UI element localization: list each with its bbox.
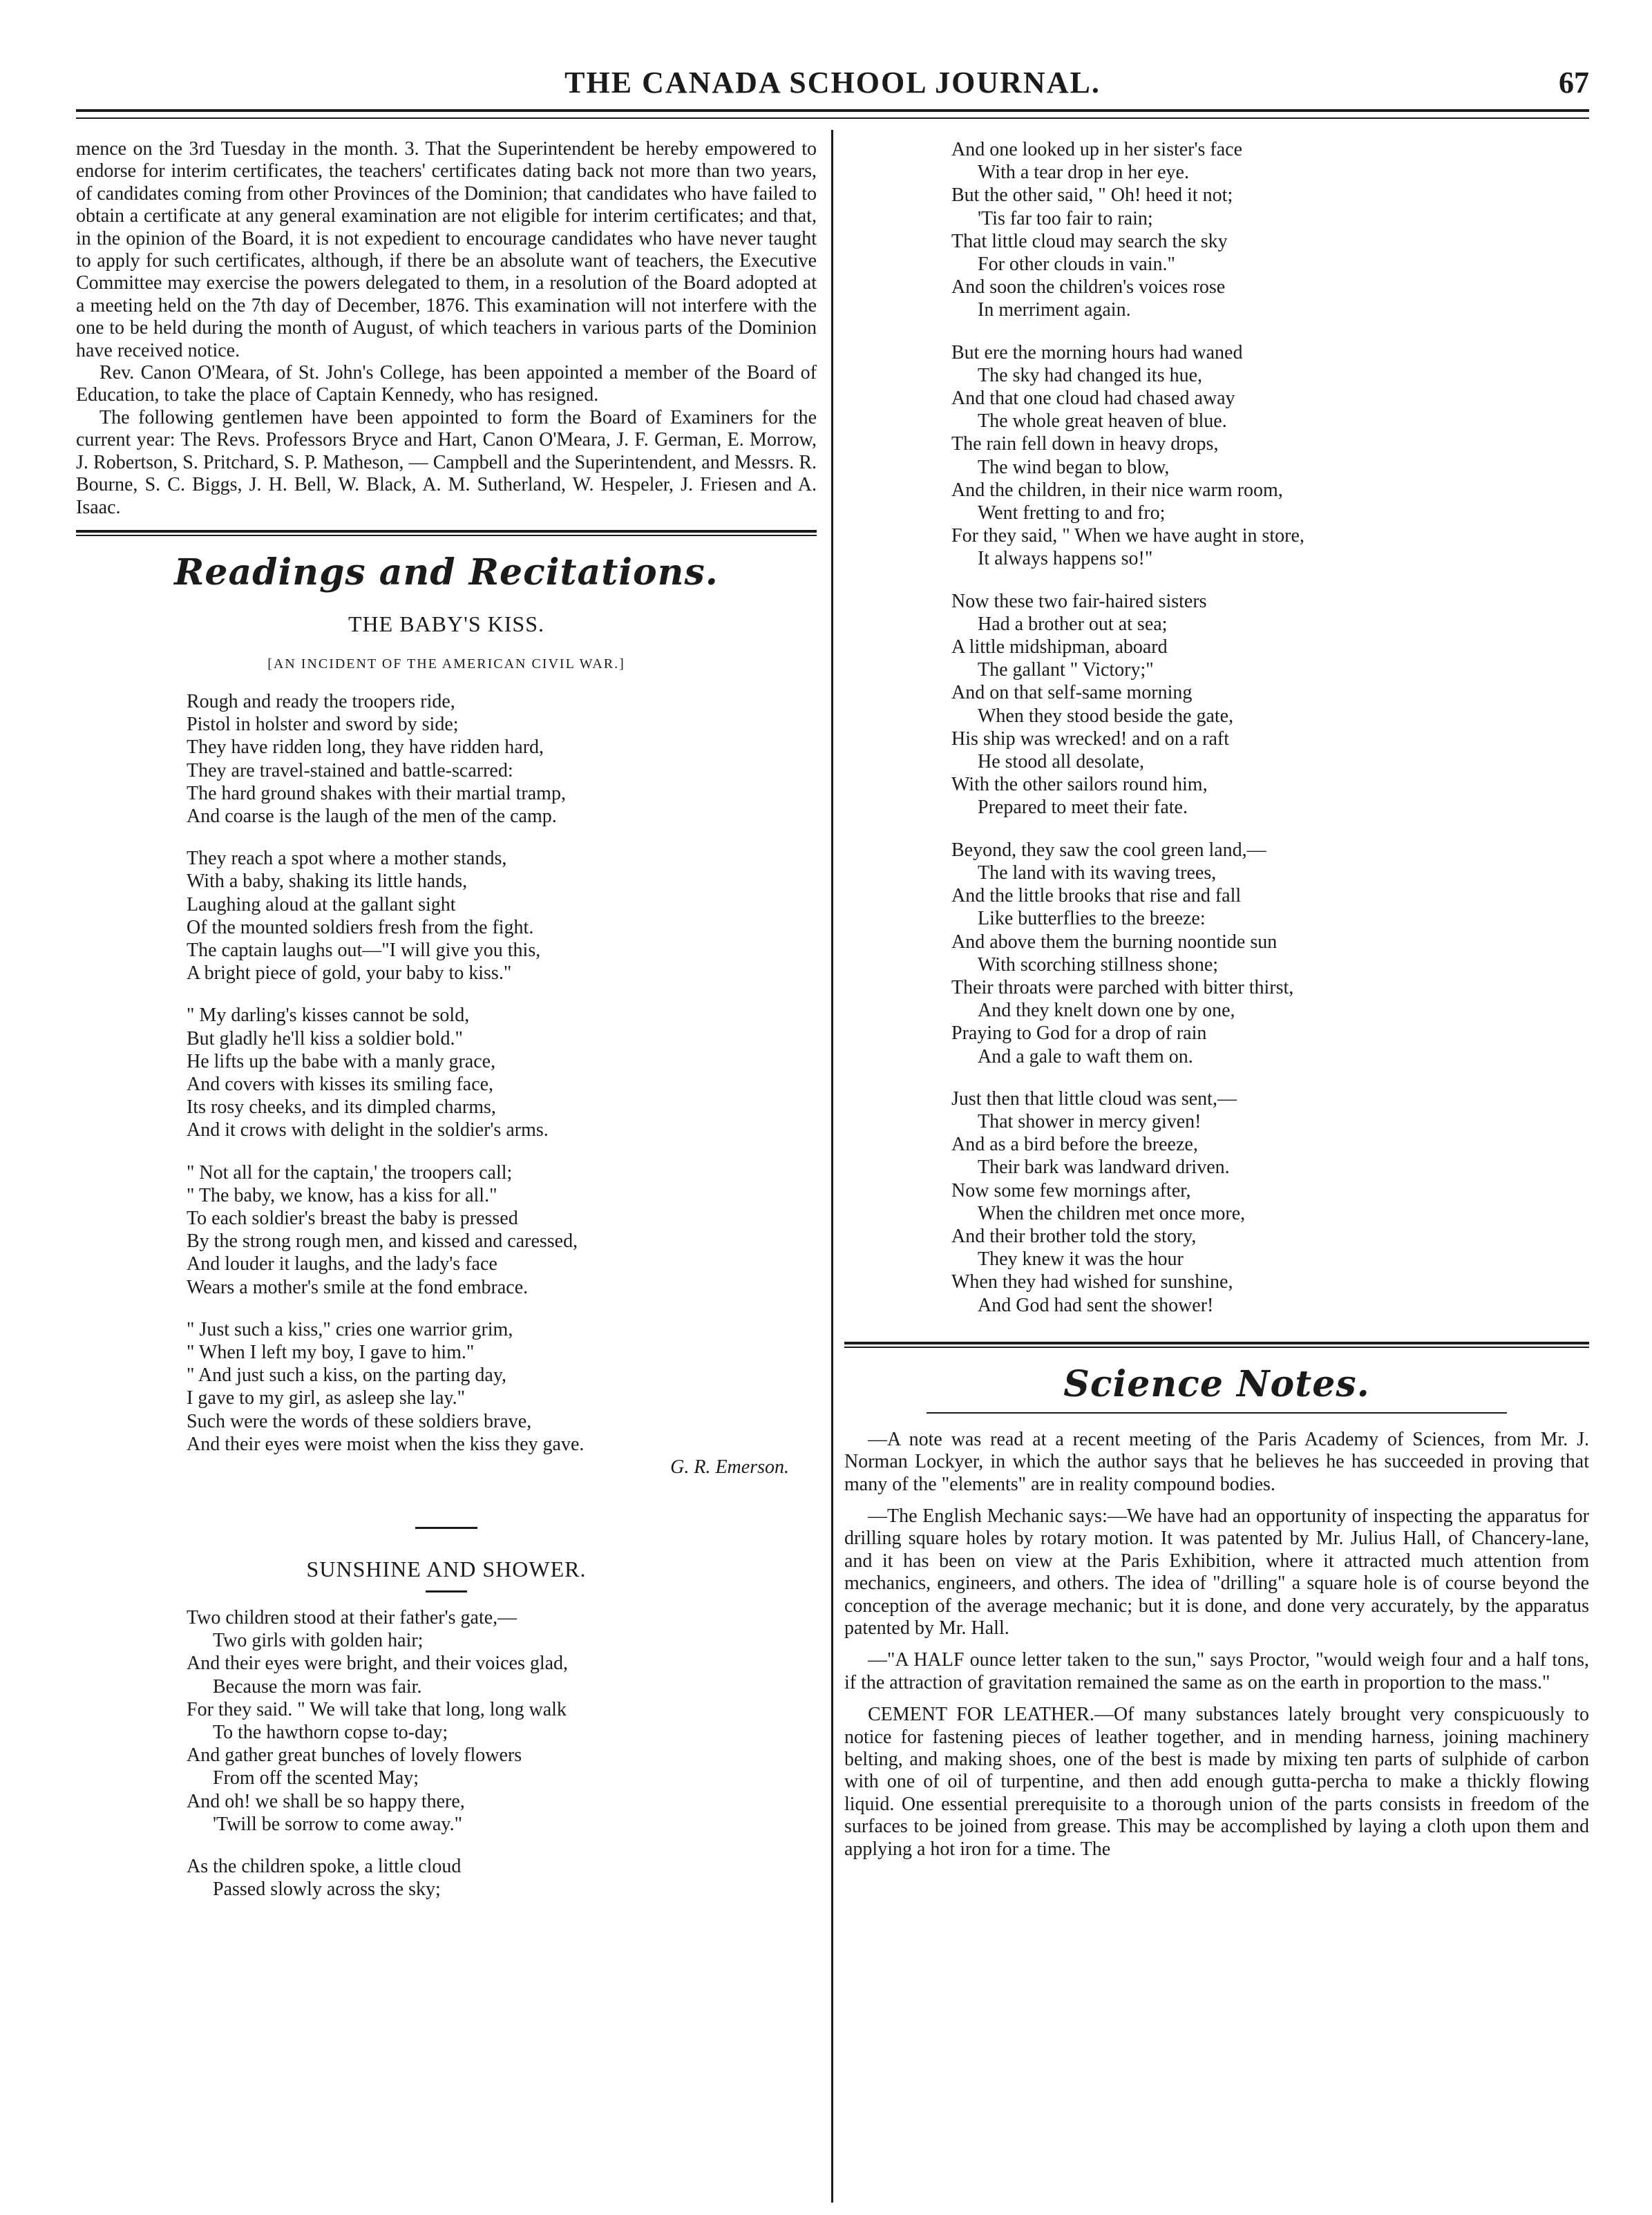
science-rule-thin — [844, 1347, 1589, 1348]
poem-line: Two girls with golden hair; — [213, 1630, 424, 1652]
poem-line: The land with its waving trees, — [978, 862, 1217, 884]
poem-line: Its rosy cheeks, and its dimpled charms, — [187, 1096, 496, 1119]
poem-line: But the other said, " Oh! heed it not; — [951, 184, 1233, 207]
stanza — [187, 1004, 817, 1141]
poem-line: Now these two fair-haired sisters — [951, 590, 1207, 612]
poem-line: And their brother told the story, — [951, 1225, 1197, 1247]
poem-line: And as a bird before the breeze, — [951, 1134, 1198, 1156]
poem-line: And covers with kisses its smiling face, — [187, 1073, 494, 1095]
poem-line: And God had sent the shower! — [978, 1294, 1214, 1316]
right-column — [844, 138, 1589, 1861]
poem-line: With scorching stillness shone; — [978, 953, 1219, 976]
column-divider — [831, 130, 833, 2203]
poem-line: In merriment again. — [978, 299, 1131, 321]
poem-line: From off the scented May; — [213, 1767, 419, 1789]
poem-line: Their bark was landward driven. — [978, 1157, 1230, 1179]
poem-line: " And just such a kiss, on the parting day, — [187, 1365, 507, 1387]
stanza — [187, 1855, 817, 1901]
poem-line: " When I left my boy, I gave to him." — [187, 1341, 475, 1363]
stanza — [187, 1318, 817, 1456]
poem-line: For they said, " When we have aught in store, — [951, 525, 1304, 547]
poem-line: Laughing aloud at the gallant sight — [187, 893, 456, 915]
poem-line: When they stood beside the gate, — [978, 705, 1234, 727]
poem-line: Two children stood at their father's gate,— — [187, 1607, 518, 1628]
poem-line: But gladly he'll kiss a soldier bold." — [187, 1027, 463, 1049]
poem-line: And one looked up in her sister's face — [951, 139, 1243, 160]
poem-line: And coarse is the laugh of the men of the camp. — [187, 805, 557, 827]
poem-babys-kiss — [76, 690, 817, 1456]
poem-line: Now some few mornings after, — [951, 1179, 1191, 1201]
poem-line: As the children spoke, a little cloud — [187, 1856, 462, 1878]
poem-line: And they knelt down one by one, — [978, 1000, 1235, 1022]
poem-line: Of the mounted soldiers fresh from the fight. — [187, 916, 534, 938]
poem-line: Wears a mother's smile at the fond embrace. — [187, 1276, 529, 1298]
poem-line: The wind began to blow, — [978, 456, 1170, 478]
science-note-lockyer: —A note was read at a recent meeting of the Paris Academy of Sciences, from Mr. J. Norman Lockyer, in which the author says that he believes he has succeeded in proving that many of the "elements" are in reality compound bodies. — [844, 1428, 1589, 1495]
poem-line: The sky had changed its hue, — [978, 364, 1203, 386]
poem-line: Because the morn was fair. — [213, 1675, 422, 1698]
poem-line: " Not all for the captain,' the troopers call; — [187, 1161, 513, 1183]
poem-line: The whole great heaven of blue. — [978, 410, 1227, 432]
poem-line: It always happens so!" — [978, 548, 1153, 570]
poem-line: The captain laughs out—"I will give you this, — [187, 939, 541, 961]
poem-line: And a gale to waft them on. — [978, 1045, 1193, 1067]
poem-line: They have ridden long, they have ridden hard, — [187, 736, 544, 759]
poem-line: Had a brother out at sea; — [978, 613, 1168, 635]
poem-line: And gather great bunches of lovely flowers — [187, 1745, 522, 1767]
science-note-square-holes: —The English Mechanic says:—We have had an opportunity of inspecting the apparatus for drilling square holes by rotary motion. It was patented by Mr. Julius Hall, of Chancery-lane, and it has been on view at the Paris Exhibition, where it attracted much attention from mechanics, engineers, and others. The idea of "drilling" a square hole is of course beyond the conception of the average mechanic; but it is done, and done very accurately, by the apparatus patented by Mr. Hall. — [844, 1505, 1589, 1639]
poem-line: " The baby, we know, has a kiss for all." — [187, 1184, 497, 1206]
science-rule — [844, 1342, 1589, 1344]
stanza — [951, 341, 1589, 571]
poem-line: Prepared to meet their fate. — [978, 797, 1188, 819]
science-heading-rule — [927, 1412, 1508, 1414]
canon-omeara-paragraph: Rev. Canon O'Meara, of St. John's College, has been appointed a member of the Board of Education, to take the place of Captain Kennedy, who has resigned. — [76, 362, 817, 406]
header-rule-bottom — [76, 117, 1589, 119]
poem-line: Such were the words of these soldiers brave, — [187, 1410, 532, 1432]
poem-line: And the little brooks that rise and fall — [951, 885, 1242, 907]
poem-line: " My darling's kisses cannot be sold, — [187, 1005, 470, 1027]
poem-line: To the hawthorn copse to-day; — [213, 1722, 448, 1744]
poem-line: And the children, in their nice warm room, — [951, 479, 1283, 501]
section-rule — [76, 530, 817, 533]
poem-line: His ship was wrecked! and on a raft — [951, 728, 1229, 750]
poem-line: And on that self-same morning — [951, 682, 1193, 704]
poem-line: Rough and ready the troopers ride, — [187, 690, 455, 712]
stanza — [951, 1087, 1589, 1317]
poem-line: A bright piece of gold, your baby to kiss." — [187, 962, 512, 985]
poem-line: They knew it was the hour — [978, 1248, 1184, 1271]
poem-line: He stood all desolate, — [978, 751, 1145, 773]
poem-line: That shower in mercy given! — [978, 1110, 1202, 1132]
stanza — [187, 1606, 817, 1836]
poem-sunshine-continued — [844, 138, 1589, 1317]
header-rule-top — [76, 109, 1589, 112]
poem-title-babys-kiss: THE BABY'S KISS. — [348, 611, 545, 636]
poem-line: And oh! we shall be so happy there, — [187, 1790, 465, 1812]
journal-title: THE CANADA SCHOOL JOURNAL. — [564, 66, 1101, 99]
section-rule-thin — [76, 535, 817, 536]
poem-line: They are travel-stained and battle-scarred: — [187, 759, 513, 781]
poem-line: He lifts up the babe with a manly grace, — [187, 1050, 496, 1072]
poem-line: Like butterflies to the breeze: — [978, 908, 1206, 930]
poem-line: And louder it laughs, and the lady's face — [187, 1253, 497, 1275]
poem-line: To each soldier's breast the baby is pressed — [187, 1207, 518, 1229]
poem-line: When the children met once more, — [978, 1202, 1246, 1224]
poem-line: For they said. " We will take that long, long walk — [187, 1698, 567, 1720]
poem-line: And it crows with delight in the soldier's arms. — [187, 1119, 549, 1141]
science-note-cement: CEMENT FOR LEATHER.—Of many substances lately brought very conspicuously to notice for fastening pieces of leather together, and in mending harness, joining machinery belting, and making shoes, one of the best is made by mixing ten parts of sulphide of carbon with one of oil of turpentine, and then add enough gutta-percha to make a thickly flowing liquid. One essential prerequisite to a thorough union of the parts consists in freedom of the surfaces to be joined from grease. This may be accomplished by laying a cloth upon them and applying a hot iron for a time. The — [844, 1704, 1589, 1860]
poem-line: With a baby, shaking its little hands, — [187, 871, 468, 893]
poem-line: And their eyes were moist when the kiss they gave. — [187, 1433, 585, 1455]
poem-line: The hard ground shakes with their martial tramp, — [187, 782, 566, 804]
examiners-paragraph: The following gentlemen have been appointed to form the Board of Examiners for the current year: The Revs. Professors Bryce and Hart, Canon O'Meara, J. F. German, E. Morrow, J. Robertson, S. Pritchard, S. P. Matheson, — Campbell and the Superintendent, and Messrs. R. Bourne, S. C. Biggs, J. H. Bell, W. Black, A. M. Sutherland, W. Hespeler, J. Friesen and A. Isaac. — [76, 406, 817, 518]
poem-line: And above them the burning noontide sun — [951, 931, 1278, 953]
poem-line: I gave to my girl, as asleep she lay." — [187, 1387, 466, 1409]
stanza — [951, 590, 1589, 819]
poem-line: Pistol in holster and sword by side; — [187, 714, 459, 736]
poem-line: When they had wished for sunshine, — [951, 1271, 1233, 1293]
page-number: 67 — [1559, 66, 1589, 99]
poem-line: With a tear drop in her eye. — [978, 162, 1189, 184]
poem-line: But ere the morning hours had waned — [951, 341, 1243, 363]
poem-line: And that one cloud had chased away — [951, 388, 1235, 410]
stanza — [187, 847, 817, 985]
poem-sunshine-part1 — [76, 1606, 817, 1901]
poem-line: And soon the children's voices rose — [951, 276, 1226, 298]
poem-author: G. R. Emerson. — [670, 1456, 789, 1478]
poem-line: Beyond, they saw the cool green land,— — [951, 839, 1266, 861]
poem-line: 'Twill be sorrow to come away." — [213, 1813, 463, 1835]
stanza — [187, 1161, 817, 1299]
left-column — [76, 138, 817, 1920]
poem-line: By the strong rough men, and kissed and caressed, — [187, 1230, 578, 1253]
science-note-proctor: —"A HALF ounce letter taken to the sun," says Proctor, "would weigh four and a half tons, if the attraction of gravitation remained the same as on the earth in proportion to the mass." — [844, 1649, 1589, 1693]
poem-line: Just then that little cloud was sent,— — [951, 1087, 1237, 1110]
page-header — [76, 59, 1589, 108]
science-notes-heading: Science Notes. — [1063, 1362, 1370, 1405]
poem-subtitle: [AN INCIDENT OF THE AMERICAN CIVIL WAR.] — [267, 656, 625, 672]
poem-line: Praying to God for a drop of rain — [951, 1023, 1207, 1045]
poem-line: Passed slowly across the sky; — [213, 1879, 441, 1901]
poem-line: The gallant " Victory;" — [978, 659, 1154, 681]
poem-line: And their eyes were bright, and their voices glad, — [187, 1653, 569, 1675]
stanza — [951, 138, 1589, 322]
readings-heading: Readings and Recitations. — [174, 551, 719, 593]
board-paragraph: mence on the 3rd Tuesday in the month. 3. That the Superintendent be hereby empowered to endorse for interim certificates, the teachers' certificates dating back not more than two years, of candidates coming from other Provinces of the Dominion; that candidates who have failed to obtain a certificate at any general examination are not eligible for interim certificates; and that, in the opinion of the Board, it is not expedient to encourage candidates who have never taught to apply for such certificates, although, if there be an absolute want of teachers, the Executive Committee may exercise the powers delegated to them, in a resolution of the Board adopted at a meeting held on the 7th day of December, 1876. This examination will not interfere with the one to be held during the month of August, of which teachers in various parts of the Dominion have received notice. — [76, 138, 817, 361]
poem-line: Their throats were parched with bitter thirst, — [951, 976, 1294, 998]
poem-line: 'Tis far too fair to rain; — [978, 207, 1153, 229]
poem-line: " Just such a kiss," cries one warrior grim, — [187, 1318, 513, 1340]
poem-line: A little midshipman, aboard — [951, 636, 1168, 658]
poem-line: With the other sailors round him, — [951, 774, 1208, 796]
poem-line: Went fretting to and fro; — [978, 502, 1166, 524]
poem-line: They reach a spot where a mother stands, — [187, 848, 507, 870]
stanza — [951, 839, 1589, 1068]
poem-title-sunshine: SUNSHINE AND SHOWER. — [306, 1557, 587, 1581]
poem-line: The rain fell down in heavy drops, — [951, 433, 1219, 455]
stanza — [187, 690, 817, 828]
poem-line: That little cloud may search the sky — [951, 230, 1228, 252]
poem-line: For other clouds in vain." — [978, 254, 1175, 276]
